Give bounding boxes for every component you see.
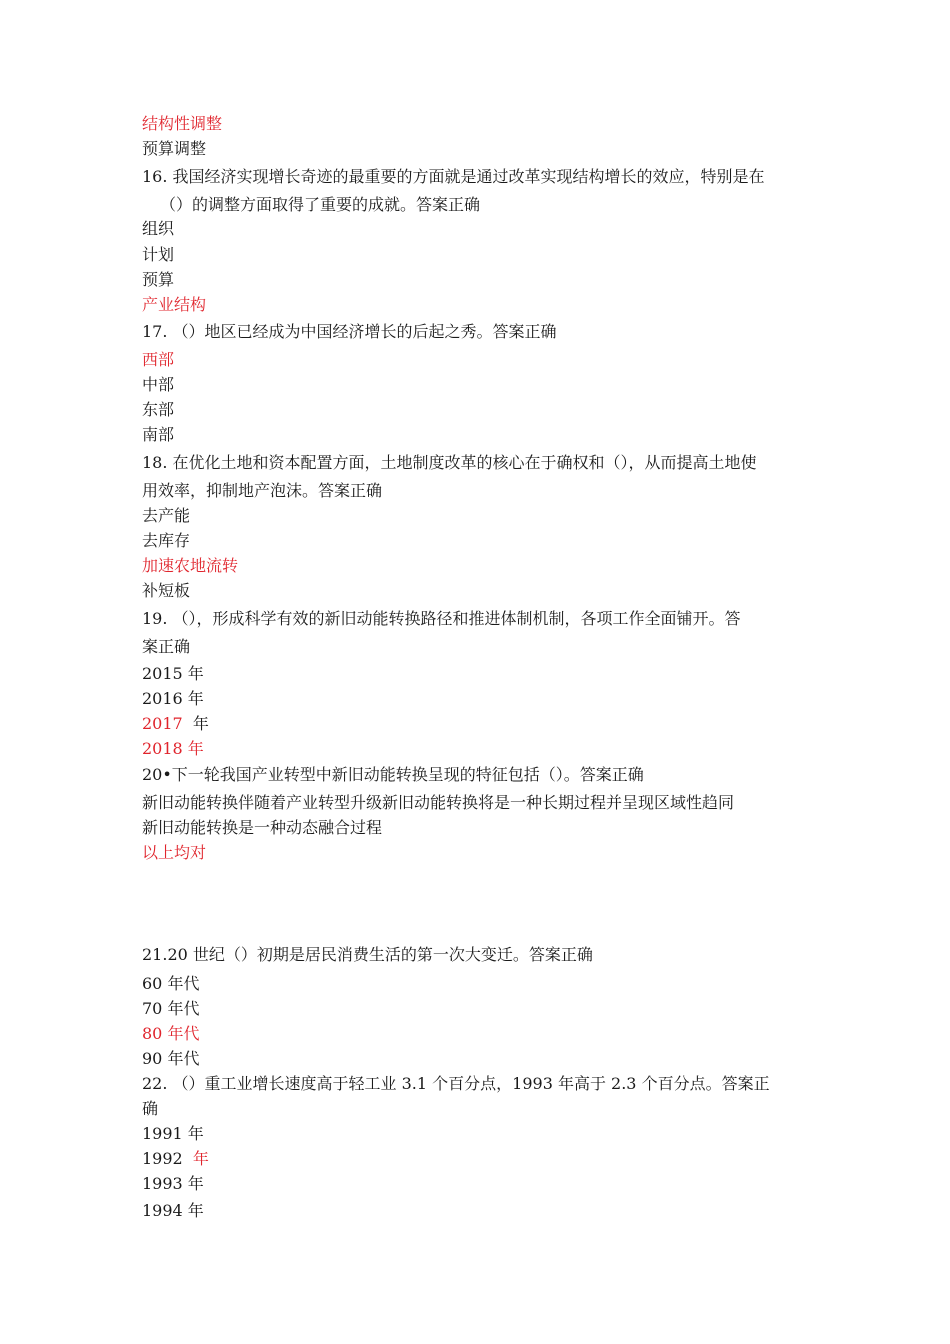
option-1992-suffix: 年 [192,1149,209,1168]
option-20-b: 新旧动能转换是一种动态融合过程 [142,818,383,837]
option-plan: 计划 [142,245,175,264]
option-east: 东部 [142,400,175,419]
question-19-line-1: 19. （），形成科学有效的新旧动能转换路径和推进体制机制，各项工作全面铺开。答 [142,609,741,628]
option-1991: 1991 年 [142,1124,204,1143]
option-80s: 80 年代 [142,1024,200,1043]
option-south: 南部 [142,425,175,444]
question-16-line-1: 16. 我国经济实现增长奇迹的最重要的方面就是通过改革实现结构增长的效应，特别是在 [142,167,765,186]
option-1992 [142,1149,209,1169]
option-west: 西部 [142,350,175,369]
question-22-line-1: 22. （）重工业增长速度高于轻工业 3.1 个百分点，1993 年高于 2.3 个百分点。答案正 [142,1074,770,1093]
option-2017-suffix: 年 [182,714,209,733]
option-1994: 1994 年 [142,1201,204,1220]
option-reduce-capacity: 去产能 [142,506,191,525]
option-60s: 60 年代 [142,974,200,993]
option-2017-year: 2017 [142,714,183,733]
option-structural-adjustment: 结构性调整 [142,114,223,133]
question-19-line-2: 案正确 [142,637,191,656]
option-20-a: 新旧动能转换伴随着产业转型升级新旧动能转换将是一种长期过程并呈现区域性趋同 [142,793,735,812]
option-1993: 1993 年 [142,1174,204,1193]
option-1992-year: 1992 [142,1149,193,1168]
option-reduce-inventory: 去库存 [142,531,191,550]
question-21: 21.20 世纪（）初期是居民消费生活的第一次大变迁。答案正确 [142,945,593,964]
option-budget-adjustment: 预算调整 [142,139,207,158]
option-2015: 2015 年 [142,664,204,683]
option-organization: 组织 [142,219,175,238]
option-industrial-structure: 产业结构 [142,295,207,314]
option-shore-up-weakness: 补短板 [142,581,191,600]
option-all-above: 以上均对 [142,843,207,862]
question-22-line-2: 确 [142,1099,159,1118]
option-2016: 2016 年 [142,689,204,708]
option-central: 中部 [142,375,175,394]
option-90s: 90 年代 [142,1049,200,1068]
option-2018: 2018 年 [142,739,204,758]
question-18-line-2: 用效率，抑制地产泡沫。答案正确 [142,481,383,500]
option-2017 [142,714,209,734]
option-70s: 70 年代 [142,999,200,1018]
option-accelerate-land-transfer: 加速农地流转 [142,556,239,575]
option-budget: 预算 [142,270,175,289]
question-16-line-2: （）的调整方面取得了重要的成就。答案正确 [160,195,481,214]
question-20: 20•下一轮我国产业转型中新旧动能转换呈现的特征包括（）。答案正确 [142,765,644,784]
question-17: 17. （）地区已经成为中国经济增长的后起之秀。答案正确 [142,322,557,341]
question-18-line-1: 18. 在优化土地和资本配置方面，土地制度改革的核心在于确权和（），从而提高土地使 [142,453,757,472]
